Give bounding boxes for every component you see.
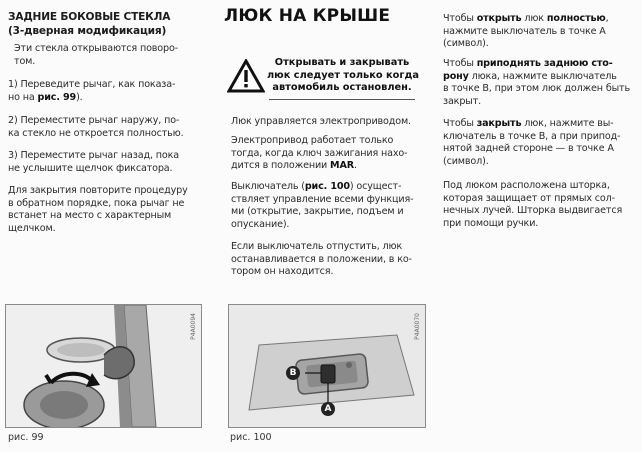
marker-b: B <box>286 366 300 380</box>
marker-a: A <box>321 402 335 416</box>
close-paragraph: Для закрытия повторите процедуру в обратном порядке, пока рычаг не встанет на место с характерным щелчком. <box>8 185 188 234</box>
sunshade-paragraph: Под люком расположена шторка, которая защищает от прямых сол- нечных лучей. Шторка выдвигается при помощи ручки. <box>443 180 623 229</box>
drive-paragraph: Люк управляется электроприводом. <box>231 116 411 127</box>
release-paragraph: Если выключатель отпустить, люк останавливается в положении, в ко- тором он находится. <box>231 241 412 278</box>
warning-underline <box>269 99 415 100</box>
warning-box <box>225 55 420 105</box>
step-3-paragraph: 3) Переместите рычаг назад, пока не услышите щелчок фиксатора. <box>8 150 179 174</box>
figure-99-image <box>5 304 202 428</box>
rear-window-lever-illustration <box>6 305 201 427</box>
warning-text: Открывать и закрывать люк следует только когда автомобиль остановлен. <box>267 57 420 94</box>
section-heading-rear-windows: ЗАДНИЕ БОКОВЫЕ СТЕКЛА <box>8 11 171 23</box>
figure-100-caption: рис. 100 <box>230 432 272 443</box>
switch-paragraph: Выключатель (рис. 100) осущест- ствляет управление всеми функция- ми (открытие, закрытие, подъем и опускание). <box>231 181 414 230</box>
page-title: ЛЮК НА КРЫШЕ <box>224 6 391 26</box>
figure-100-image <box>228 304 426 428</box>
ignition-paragraph: Электропривод работает только тогда, когда ключ зажигания нахо- дится в положении MAR. <box>231 135 408 172</box>
figure-99-caption: рис. 99 <box>8 432 44 443</box>
intro-paragraph: Эти стекла открываются поворо- том. <box>14 43 178 67</box>
figure-100-code: P4A0070 <box>414 313 421 340</box>
section-subheading: (3-дверная модификация) <box>8 25 167 37</box>
warning-triangle-icon <box>227 59 265 93</box>
raise-rear-paragraph: Чтобы приподнять заднюю сто- рону люка, нажмите выключатель в точке B, при этом люк должен быть закрыт. <box>443 58 630 107</box>
open-fully-paragraph: Чтобы открыть люк полностью, нажмите выключатель в точке A (символ). <box>443 13 609 50</box>
close-sunroof-paragraph: Чтобы закрыть люк, нажмите вы- ключатель в точке B, а при припод- нятой задней стороне — в точке A (символ). <box>443 118 621 167</box>
step-2-paragraph: 2) Переместите рычаг наружу, по- ка стекло не откроется полностью. <box>8 115 184 139</box>
step-1-paragraph: 1) Переведите рычаг, как показа- но на рис. 99). <box>8 79 176 103</box>
figure-99-code: P4A0094 <box>190 313 197 340</box>
